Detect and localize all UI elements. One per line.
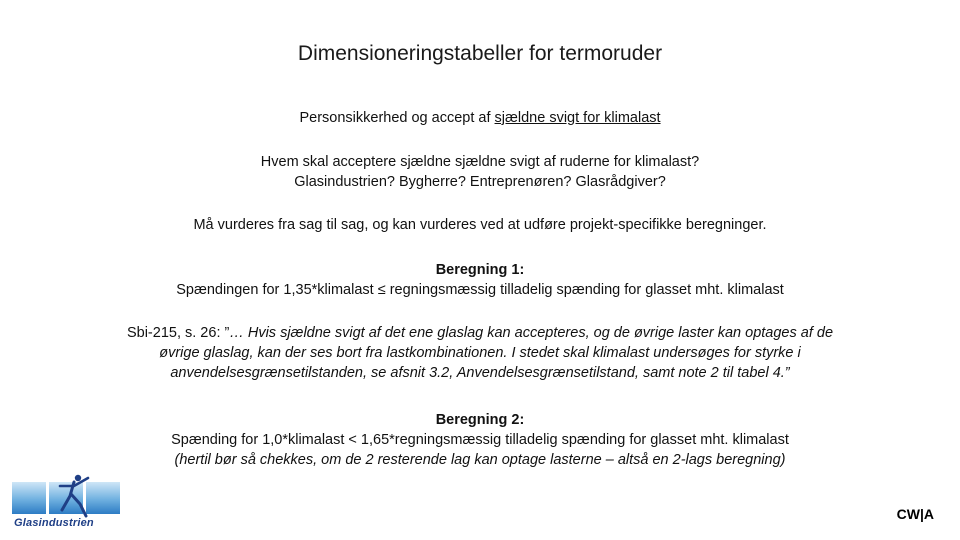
- quote-line-2: øvrige glaslag, kan der ses bort fra lastkombinationen. I stedet skal klimalast undersøges for styrke i: [159, 345, 801, 361]
- glasindustrien-logo: [12, 472, 120, 530]
- calculation-2: [60, 410, 900, 470]
- calculation-1-heading: Beregning 1:: [435, 262, 525, 278]
- calculation-2-text: Spænding for 1,0*klimalast < 1,65*regningsmæssig tilladelig spænding for glasset mht. klimalast: [171, 432, 789, 448]
- calculation-2-heading: Beregning 2:: [435, 412, 525, 428]
- slide-title: Dimensioneringstabeller for termoruder: [297, 42, 663, 65]
- calculation-1-text: Spændingen for 1,35*klimalast ≤ regningsmæssig tilladelig spænding for glasset mht. klimalast: [176, 282, 784, 298]
- glasindustrien-logo-icon: [52, 472, 92, 518]
- logo-text: Glasindustrien: [14, 517, 94, 529]
- subtitle-prefix: Personsikkerhed og accept af: [299, 110, 495, 126]
- logo-tile: [12, 482, 46, 514]
- quote-block: [60, 323, 900, 383]
- calculation-1: [60, 260, 900, 300]
- calculation-2-note: (hertil bør så chekkes, om de 2 resterende lag kan optage lasterne – altså en 2-lags beregning): [174, 452, 786, 468]
- quote-line-1: … Hvis sjældne svigt af det ene glaslag kan accepteres, og de øvrige laster kan optages af de: [229, 325, 834, 341]
- question-block: [60, 152, 900, 192]
- subtitle: [60, 108, 900, 128]
- question-line-2: Glasindustrien? Bygherre? Entreprenøren? Glasrådgiver?: [294, 174, 666, 190]
- subtitle-underlined: sjældne svigt for klimalast: [494, 110, 661, 126]
- quote-line-3: anvendelsesgrænsetilstanden, se afsnit 3.2, Anvendelsesgrænsetilstand, samt note 2 til tabel 4.”: [170, 365, 790, 381]
- question-line-1: Hvem skal acceptere sjældne sjældne svigt af ruderne for klimalast?: [260, 154, 700, 170]
- assessment-text: Må vurderes fra sag til sag, og kan vurderes ved at udføre projekt-specifikke beregninger.: [193, 217, 767, 233]
- quote-source: Sbi-215, s. 26: ”: [126, 325, 230, 341]
- footer-mark: CW|A: [896, 506, 934, 522]
